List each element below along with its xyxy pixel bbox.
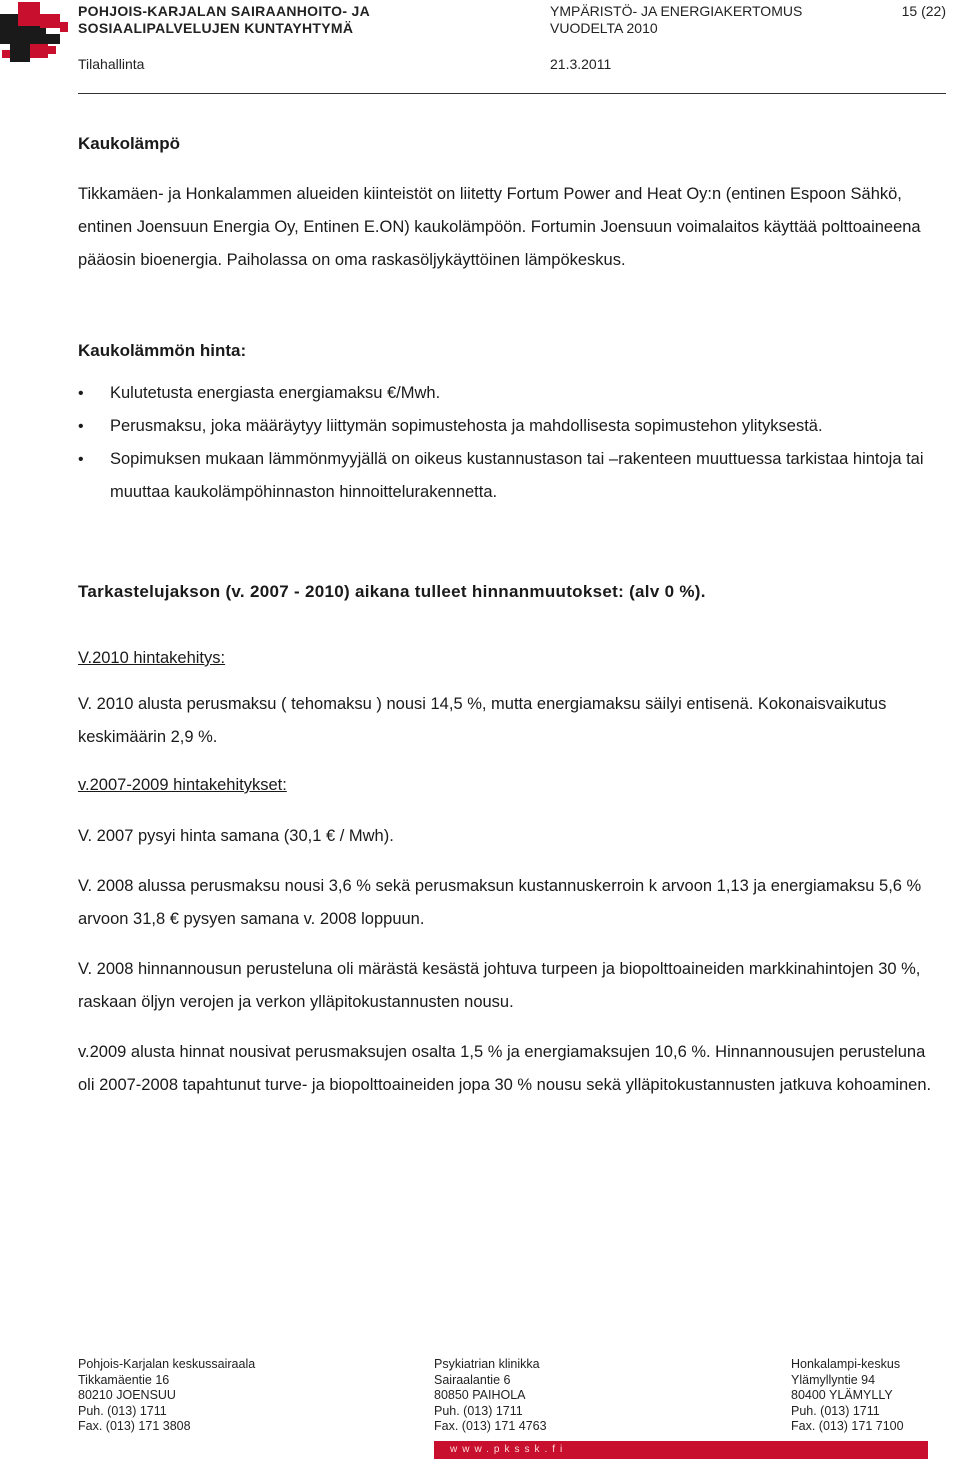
footer-line: Ylämyllyntie 94	[791, 1372, 876, 1387]
footer-line: Tikkamäentie 16	[78, 1372, 170, 1387]
footer-line: Fax. (013) 171 3808	[78, 1419, 191, 1433]
period-heading: Tarkastelujakson (v. 2007 - 2010) aikana tulleet hinnanmuutokset: (alv 0 %).	[78, 582, 706, 601]
footer-line: Puh. (013) 1711	[434, 1403, 523, 1418]
footer-line: 80400 YLÄMYLLY	[791, 1388, 893, 1402]
list-item: • Kulutetusta energiasta energiamaksu €/Mwh.	[78, 377, 946, 410]
footer-address-honkalampi	[791, 1357, 904, 1435]
footer-line: Puh. (013) 1711	[791, 1403, 880, 1418]
footer-line: 80850 PAIHOLA	[434, 1388, 526, 1402]
footer-line: Honkalampi-keskus	[791, 1357, 901, 1371]
organization-name-line2: SOSIAALIPALVELUJEN KUNTAYHTYMÄ	[78, 20, 354, 36]
document-title	[550, 3, 802, 37]
footer-line: Fax. (013) 171 4763	[434, 1419, 547, 1433]
paragraph-2007: V. 2007 pysyi hinta samana (30,1 € / Mwh).	[78, 827, 394, 845]
footer-address-psychiatry	[434, 1357, 547, 1435]
document-date: 21.3.2011	[550, 56, 612, 72]
footer-line: Psykiatrian klinikka	[434, 1357, 540, 1371]
organization-name-line1: POHJOIS-KARJALAN SAIRAANHOITO- JA	[78, 3, 370, 19]
paragraph-2010: V. 2010 alusta perusmaksu ( tehomaksu ) nousi 14,5 %, mutta energiamaksu säilyi entisenä. Kokonaisvaikutus keskimäärin 2,9 %.	[78, 695, 887, 746]
list-item: • Perusmaksu, joka määräytyy liittymän sopimustehosta ja mahdollisesta sopimustehon ylityksestä.	[78, 410, 946, 443]
section-title: Kaukolämpö	[78, 134, 181, 153]
intro-paragraph: Tikkamäen- ja Honkalammen alueiden kiinteistöt on liitetty Fortum Power and Heat Oy:n (entinen Espoon Sähkö, entinen Joensuun Energia Oy, Entinen E.ON) kaukolämpöön. Fortumin Joensuun voimalaitos käyttää polttoaineena pääosin bioenergia. Paiholassa on oma raskasöljykäyttöinen lämpökeskus.	[78, 185, 921, 269]
website-link[interactable]: www.pkssk.fi	[450, 1444, 568, 1455]
footer-line: Pohjois-Karjalan keskussairaala	[78, 1357, 256, 1371]
paragraph-2008-a: V. 2008 alussa perusmaksu nousi 3,6 % sekä perusmaksun kustannuskerroin k arvoon 1,13 ja energiamaksu 5,6 % arvoon 31,8 € pysyen samana v. 2008 loppuun.	[78, 877, 922, 928]
footer-line: Sairaalantie 6	[434, 1372, 511, 1387]
subheading-2007-2009: v.2007-2009 hintakehitykset:	[78, 776, 287, 794]
header-divider	[78, 93, 946, 94]
footer-line: Puh. (013) 1711	[78, 1403, 167, 1418]
price-list	[78, 377, 946, 509]
paragraph-2008-b: V. 2008 hinnannousun perusteluna oli märästä kesästä johtuva turpeen ja biopolttoaineiden markkinahintojen 30 %, raskaan öljyn verojen ja verkon ylläpitokustannusten nousu.	[78, 960, 921, 1011]
document-title-line2: VUODELTA 2010	[550, 20, 658, 36]
footer-address-hospital	[78, 1357, 255, 1435]
organization-name	[78, 3, 370, 37]
price-heading: Kaukolämmön hinta:	[78, 341, 247, 360]
footer-line: 80210 JOENSUU	[78, 1388, 176, 1402]
paragraph-2009: v.2009 alusta hinnat nousivat perusmaksujen osalta 1,5 % ja energiamaksujen 10,6 %. Hinnannousujen perusteluna oli 2007-2008 tapahtunut turve- ja biopolttoaineiden jopa 30 % nousu sekä ylläpitokustannusten jatkuva kohoaminen.	[78, 1043, 932, 1094]
page-number: 15 (22)	[901, 3, 946, 19]
department: Tilahallinta	[78, 56, 145, 72]
list-item: • Sopimuksen mukaan lämmönmyyjällä on oikeus kustannustason tai –rakenteen muuttuessa tarkistaa hintoja tai muuttaa kaukolämpöhinnaston hinnoittelurakennetta.	[78, 443, 946, 509]
organization-logo	[0, 0, 74, 66]
document-title-line1: YMPÄRISTÖ- JA ENERGIAKERTOMUS	[550, 3, 803, 19]
subheading-2010: V.2010 hintakehitys:	[78, 649, 226, 667]
footer-line: Fax. (013) 171 7100	[791, 1419, 904, 1433]
